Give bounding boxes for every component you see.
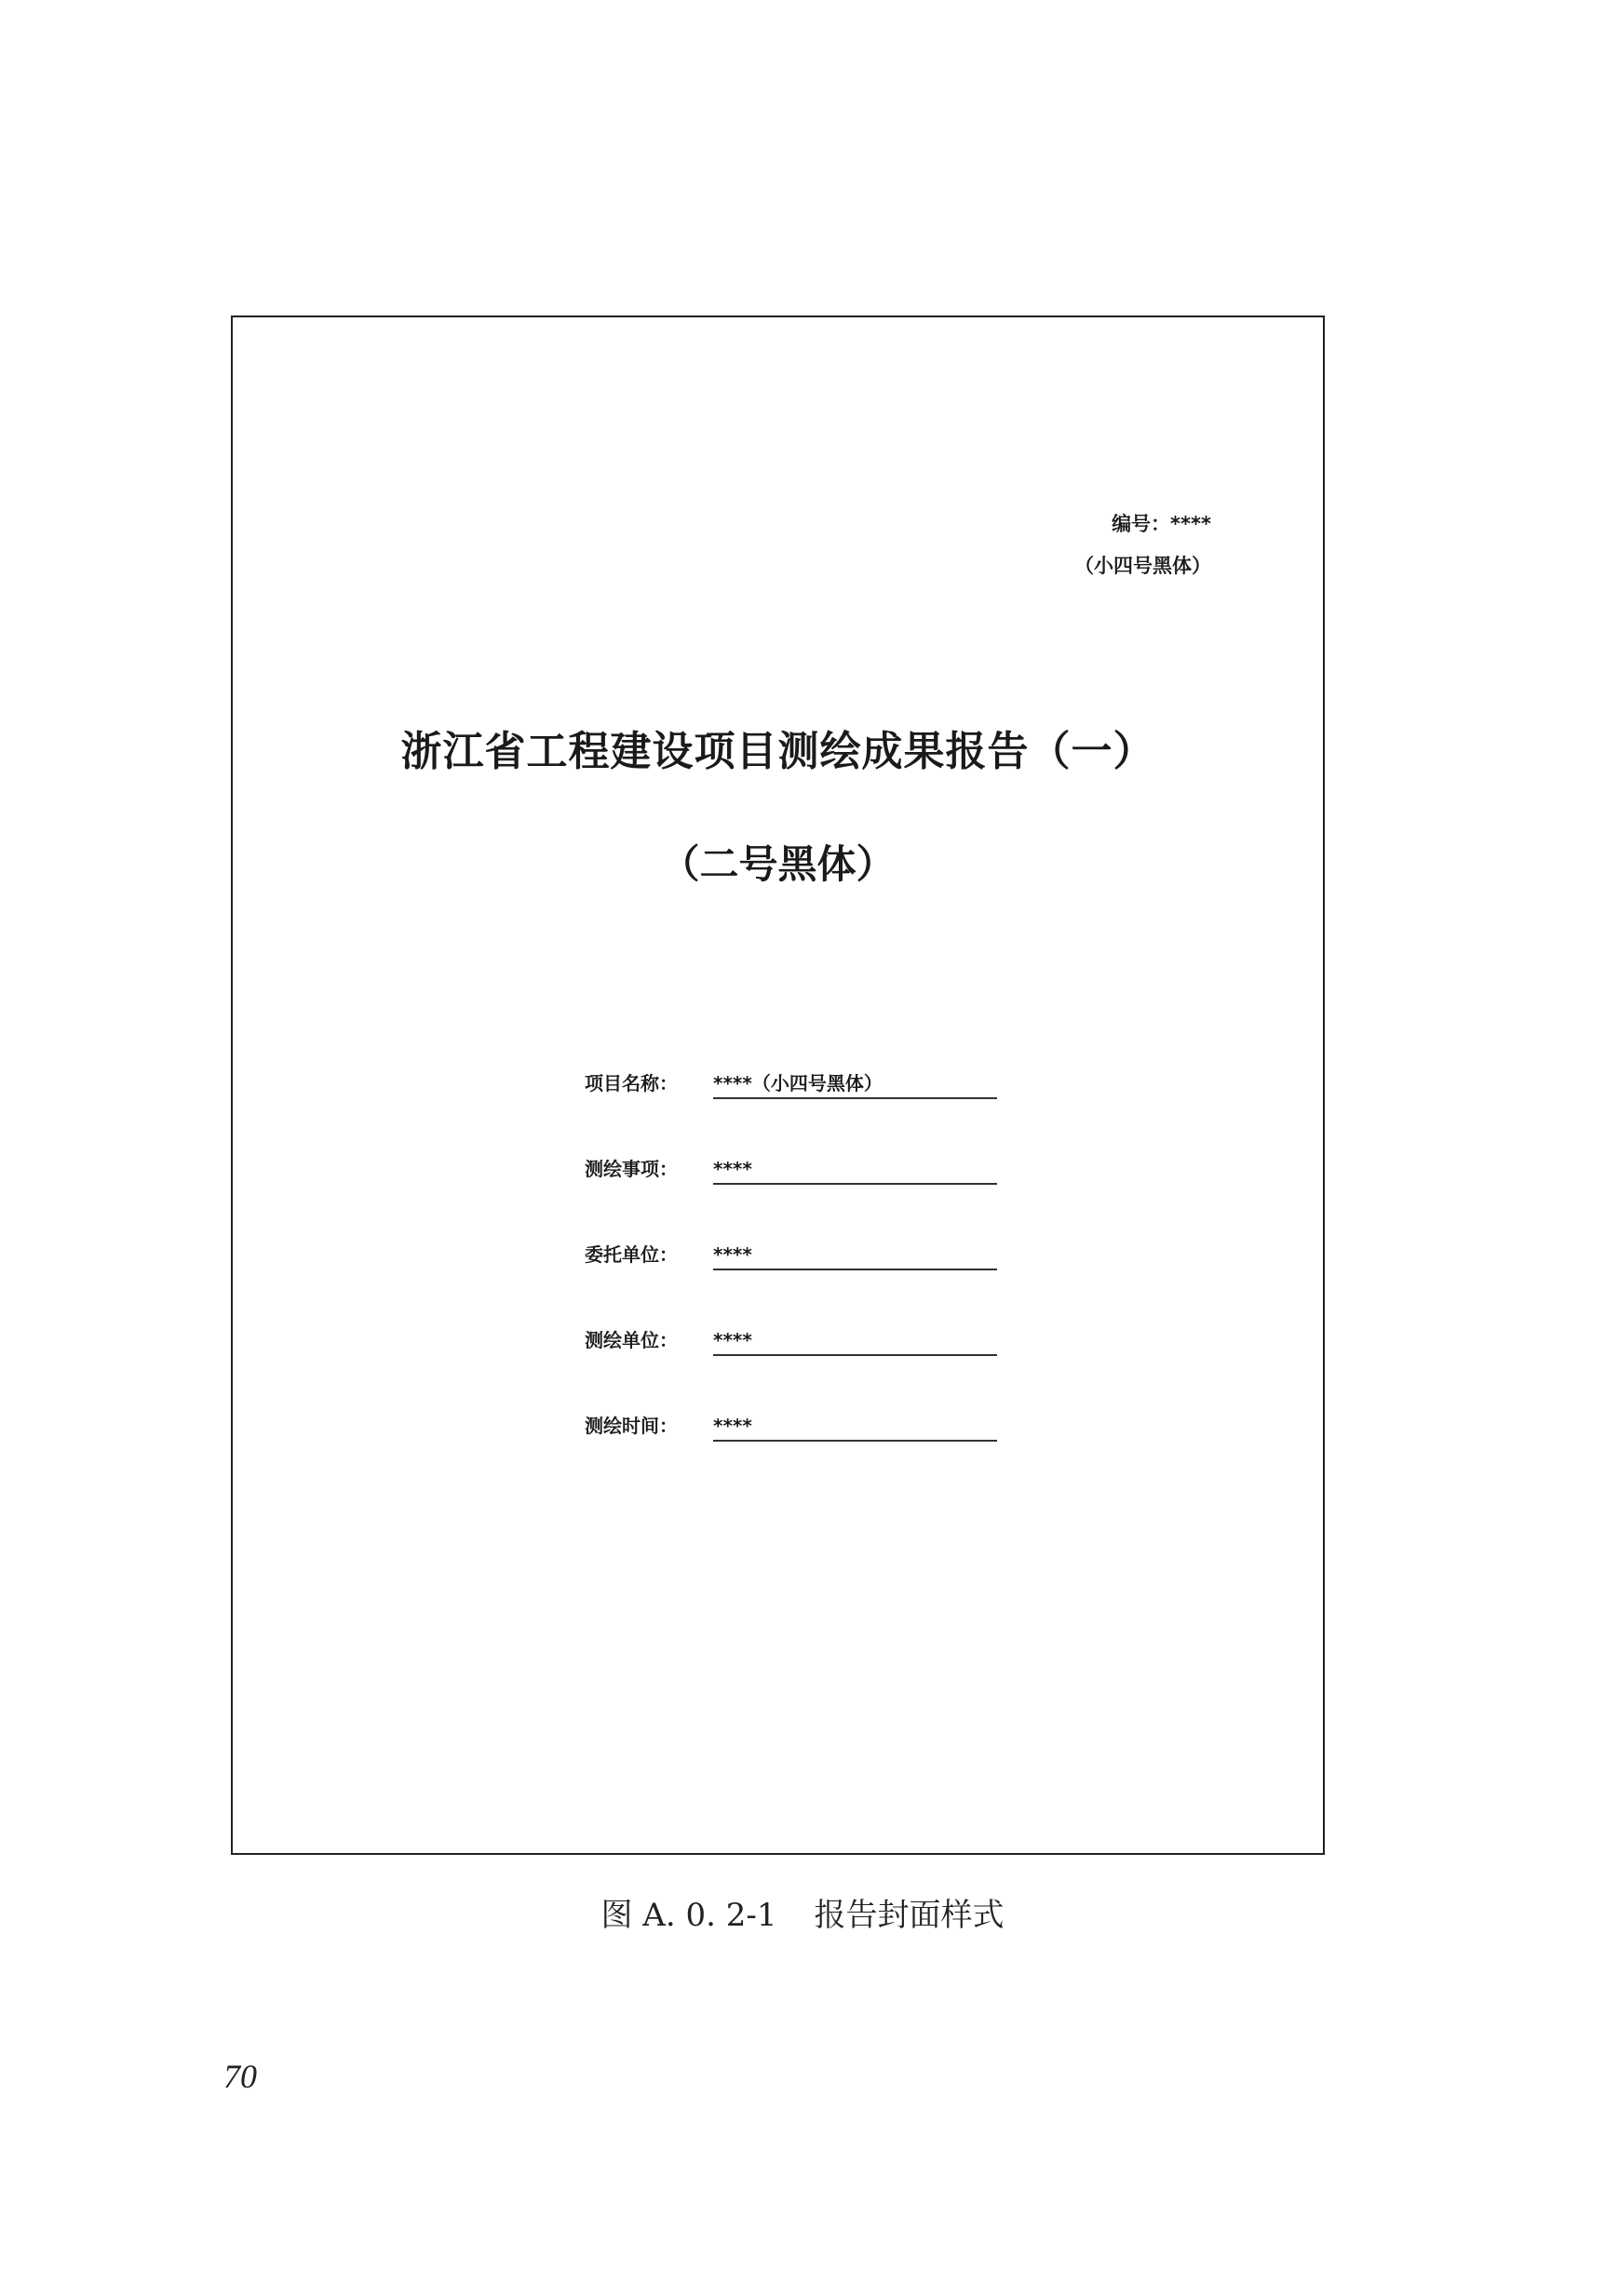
field-label: 委托单位：: [585, 1243, 678, 1266]
report-title: 浙江省工程建设项目测绘成果报告（一）: [400, 728, 1155, 775]
field-label: 测绘事项：: [585, 1158, 678, 1180]
field-value: ****（小四号黑体）: [713, 1069, 997, 1099]
field-value: ****: [713, 1241, 997, 1270]
field-value: ****: [713, 1412, 997, 1442]
serial-number: 编号：****: [1112, 513, 1211, 535]
field-row-project-name: [585, 1069, 1069, 1155]
field-row-surveyor: [585, 1326, 1069, 1412]
field-row-survey-date: [585, 1412, 1069, 1497]
field-row-client: [585, 1241, 1069, 1326]
cover-fields: [585, 1069, 1069, 1497]
field-row-survey-item: [585, 1155, 1069, 1241]
figure-number: 图 A. 0. 2-1: [600, 1897, 777, 1934]
field-label: 测绘单位：: [585, 1329, 678, 1351]
page-number: 70: [223, 2058, 257, 2095]
field-value: ****: [713, 1155, 997, 1185]
serial-note: （小四号黑体）: [1074, 555, 1211, 577]
field-label: 测绘时间：: [585, 1415, 678, 1437]
report-title-note: （二号黑体）: [660, 841, 896, 887]
report-cover-frame: [231, 316, 1325, 1855]
figure-caption: [0, 1889, 1605, 1935]
serial-block: [1074, 504, 1211, 587]
field-label: 项目名称：: [585, 1072, 678, 1094]
figure-title: 报告封面样式: [814, 1897, 1005, 1934]
field-value: ****: [713, 1326, 997, 1356]
